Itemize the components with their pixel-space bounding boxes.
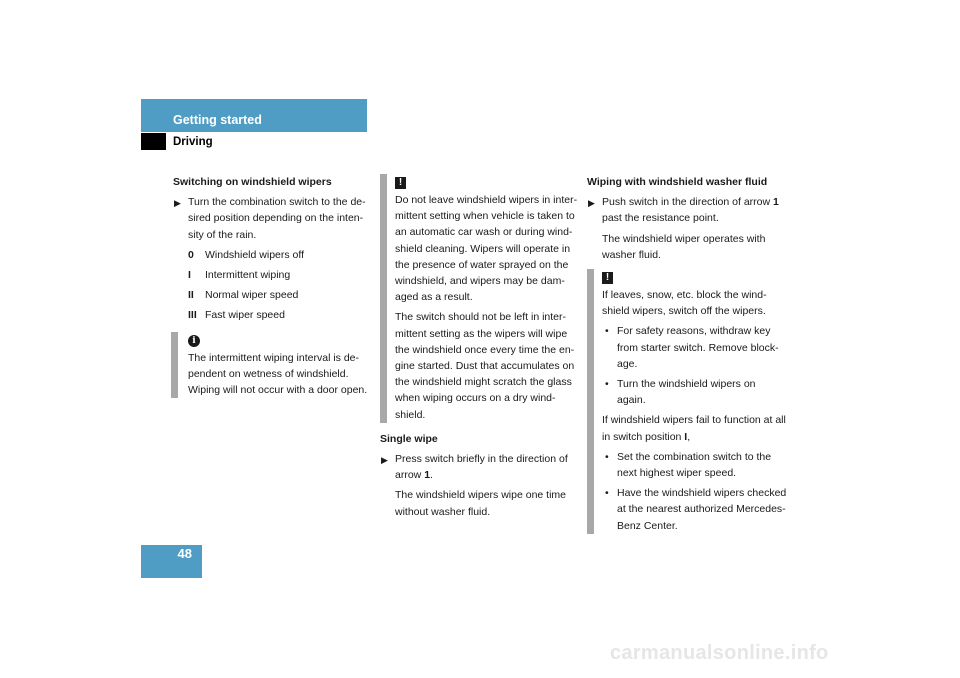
warning-text-2: The switch should not be left in inter-mittent setting as the wipers will wipe the windshield once every time the en-gine started. Dust that accumulates on the windshield might scratch the glass when wiping occurs on a dry wind-shield. (395, 311, 575, 421)
wiper-position-2: II Normal wiper speed (188, 289, 299, 302)
note-bar (587, 269, 594, 534)
wiper-position-3: III Fast wiper speed (188, 309, 285, 322)
switch-position-reference: I (684, 430, 688, 443)
wiper-position-0: 0 Windshield wipers off (188, 248, 305, 261)
subsection-marker (141, 133, 166, 150)
wiper-position-1: I Intermittent wiping (188, 269, 291, 282)
column-2 (380, 174, 580, 524)
note-bar (171, 332, 178, 399)
warning-icon: ! (602, 272, 613, 284)
bullet-dot: • (605, 325, 609, 338)
heading-switching-on-wipers: Switching on windshield wipers (173, 176, 332, 188)
step-press-switch: ▶ Press switch briefly in the direction of arrow 1. (381, 453, 568, 482)
arrow-bullet-icon: ▶ (174, 198, 181, 209)
page-number: 48 (177, 546, 192, 561)
warning-mid: If windshield wipers fail to function at all in switch position I, (602, 414, 786, 443)
warning-intro: If leaves, snow, etc. block the wind-shield wipers, switch off the wipers. (602, 289, 767, 318)
heading-single-wipe: Single wipe (380, 432, 438, 445)
section-title: Getting started (173, 113, 262, 127)
column-1 (173, 174, 373, 402)
step-turn-switch: ▶ Turn the combination switch to the de-sired position depending on the inten-sity of the rain. (174, 196, 366, 241)
list-item: • Set the combination switch to the next highest wiper speed. (605, 450, 772, 480)
info-note (171, 332, 373, 399)
arrow-bullet-icon: ▶ (381, 455, 388, 466)
column-3 (587, 174, 787, 534)
bullet-dot: • (605, 378, 609, 391)
step-push-switch: ▶ Push switch in the direction of arrow 1 past the resistance point. (588, 196, 779, 225)
info-icon: i (188, 335, 200, 347)
arrow-reference: 1 (424, 469, 431, 482)
warning-note-car-wash (380, 174, 580, 423)
bullet-dot: • (605, 450, 609, 463)
warning-text-1: Do not leave windshield wipers in inter-mittent setting when vehicle is taken to an automatic car wash or during wind-shield cleaning. Wipers will operate in the presence of water sprayed on the windshield, and wipers may be dam-aged as a result. (395, 194, 578, 304)
heading-washer-fluid: Wiping with windshield washer fluid (587, 176, 768, 188)
warning-note-blocked-wipers (587, 269, 787, 534)
bullet-dot: • (605, 487, 609, 500)
warning-icon: ! (395, 177, 406, 189)
list-item: • Have the windshield wipers checked at the nearest authorized Mercedes-Benz Center. (605, 487, 787, 532)
result-single-wipe: The windshield wipers wipe one time without washer fluid. (395, 489, 566, 518)
list-item: • Turn the windshield wipers on again. (605, 378, 756, 407)
arrow-bullet-icon: ▶ (588, 198, 595, 209)
result-washer-fluid: The windshield wiper operates with washer fluid. (602, 232, 766, 261)
arrow-reference: 1 (773, 196, 779, 209)
info-text: The intermittent wiping interval is de-pendent on wetness of windshield. Wiping will not occur with a door open. (188, 351, 368, 397)
subsection-title: Driving (173, 136, 213, 148)
note-bar (380, 174, 387, 423)
list-item: • For safety reasons, withdraw key from starter switch. Remove block-age. (605, 325, 779, 370)
watermark: carmanualsonline.info (610, 642, 829, 664)
